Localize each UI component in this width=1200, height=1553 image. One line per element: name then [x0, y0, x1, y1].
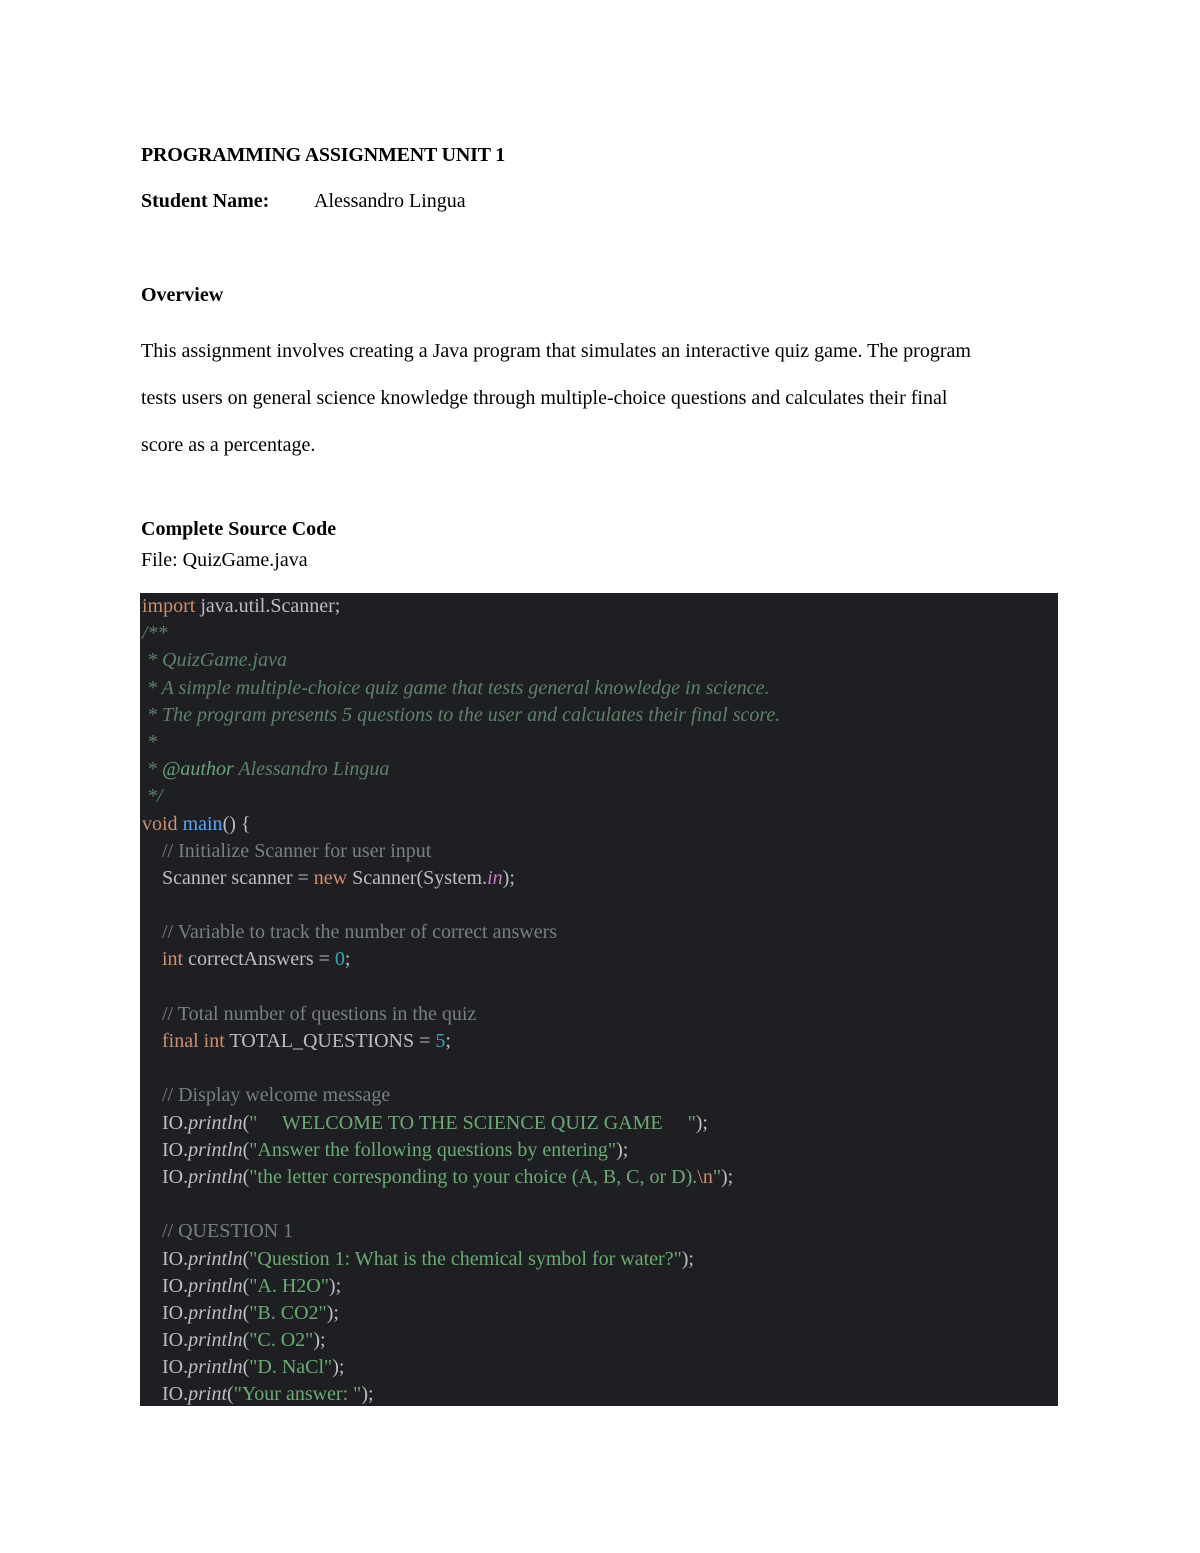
code-token: IO.: [142, 1383, 189, 1406]
code-line: [142, 838, 1058, 865]
code-token: in: [487, 866, 503, 889]
code-token: import: [142, 595, 196, 617]
source-code: [140, 593, 1058, 1406]
code-token: [142, 1220, 162, 1242]
code-token: println: [188, 1165, 243, 1188]
code-token: (: [242, 1111, 250, 1134]
overview-paragraph: This assignment involves creating a Java program that simulates an interactive quiz game. The program tests users on general science knowledge through multiple-choice questions and calculates their final score as a percentage.: [141, 340, 971, 456]
code-block: [140, 593, 1058, 1406]
code-token: // Display welcome message: [162, 1084, 391, 1107]
code-token: */: [142, 785, 163, 808]
code-token: (: [227, 1383, 234, 1406]
code-token: );: [616, 1138, 629, 1161]
code-line: [142, 946, 1058, 973]
code-line: [142, 729, 1058, 756]
code-token: // QUESTION 1: [162, 1220, 294, 1243]
code-line: [142, 865, 1058, 892]
code-line: [142, 1381, 1058, 1406]
code-line: [142, 675, 1058, 702]
code-token: [142, 1003, 162, 1025]
code-token: );: [313, 1329, 326, 1352]
code-line: [142, 1137, 1058, 1164]
code-token: "B. CO2": [249, 1301, 327, 1324]
code-token: "the letter corresponding to your choice (A, B, C, or D).: [249, 1165, 698, 1188]
code-token: [142, 1030, 162, 1052]
code-line: [142, 620, 1058, 647]
code-token: () {: [222, 812, 251, 835]
code-token: *: [142, 758, 162, 781]
code-token: println: [188, 1329, 243, 1352]
code-line: [142, 811, 1058, 838]
code-token: java.util.Scanner;: [195, 595, 341, 617]
code-token: *: [142, 730, 157, 753]
code-token: Scanner scanner =: [142, 866, 314, 889]
code-line: [142, 1300, 1058, 1327]
code-token: "C. O2": [249, 1329, 314, 1352]
code-line: [142, 1110, 1058, 1137]
code-token: IO.: [142, 1301, 189, 1324]
code-token: );: [332, 1356, 345, 1379]
code-token: IO.: [142, 1111, 189, 1134]
code-token: // Initialize Scanner for user input: [162, 839, 432, 862]
code-token: println: [188, 1301, 243, 1324]
code-token: final int: [162, 1030, 225, 1052]
code-token: 0: [334, 948, 345, 971]
overview-heading: Overview: [141, 284, 224, 306]
code-token: * The program presents 5 questions to the user and calculates their final score.: [142, 703, 781, 726]
code-token: (: [242, 1165, 250, 1188]
code-line: [142, 1028, 1058, 1055]
code-token: println: [188, 1138, 243, 1161]
code-line: [142, 1082, 1058, 1109]
file-name-label: File: QuizGame.java: [141, 549, 308, 571]
code-token: TOTAL_QUESTIONS =: [224, 1030, 436, 1052]
code-token: void: [142, 812, 178, 835]
code-line: [142, 1001, 1058, 1028]
code-token: // Variable to track the number of correct answers: [162, 921, 558, 944]
source-code-heading: Complete Source Code: [141, 518, 337, 540]
code-token: (: [242, 1329, 250, 1352]
code-token: (: [242, 1247, 250, 1270]
code-token: new: [313, 866, 348, 889]
code-token: "Your answer: ": [233, 1383, 362, 1406]
code-token: );: [502, 866, 515, 889]
code-token: [142, 948, 162, 970]
code-token: IO.: [142, 1247, 189, 1270]
code-token: IO.: [142, 1356, 189, 1379]
code-line: [142, 647, 1058, 674]
code-line: [142, 1246, 1058, 1273]
student-name-label: Student Name:: [141, 190, 270, 212]
code-token: correctAnswers =: [183, 948, 335, 971]
code-token: );: [328, 1274, 342, 1297]
code-token: ": [712, 1165, 722, 1188]
code-line: [142, 593, 1058, 620]
code-token: "Answer the following questions by entering": [249, 1138, 617, 1161]
code-line: [142, 919, 1058, 946]
code-token: (: [242, 1274, 250, 1297]
page-title: PROGRAMMING ASSIGNMENT UNIT 1: [141, 144, 506, 166]
code-line: [142, 1273, 1058, 1300]
code-token: IO.: [142, 1329, 189, 1352]
code-token: (: [242, 1301, 250, 1324]
code-token: IO.: [142, 1138, 189, 1161]
code-token: );: [681, 1247, 694, 1270]
code-token: );: [361, 1383, 374, 1406]
student-name-row: [141, 190, 466, 213]
code-token: " WELCOME TO THE SCIENCE QUIZ GAME ": [249, 1111, 696, 1134]
code-token: (: [242, 1138, 250, 1161]
code-token: println: [188, 1356, 243, 1379]
code-line: [142, 1218, 1058, 1245]
code-token: IO.: [142, 1165, 189, 1188]
code-line: [142, 892, 1058, 919]
code-token: (: [242, 1356, 250, 1379]
code-line: [142, 756, 1058, 783]
code-token: ;: [344, 948, 351, 971]
code-token: * QuizGame.java: [142, 649, 287, 672]
code-token: print: [188, 1383, 228, 1406]
code-token: /**: [142, 622, 168, 645]
code-line: [142, 974, 1058, 1001]
code-token: * A simple multiple-choice quiz game that tests general knowledge in science.: [142, 676, 770, 699]
code-token: );: [695, 1111, 708, 1134]
code-token: int: [162, 948, 184, 971]
code-token: ;: [445, 1030, 451, 1052]
code-token: "A. H2O": [249, 1274, 329, 1297]
code-token: println: [188, 1274, 243, 1297]
code-line: [142, 1055, 1058, 1082]
code-token: 5: [435, 1030, 446, 1052]
code-line: [142, 702, 1058, 729]
code-line: [142, 1191, 1058, 1218]
code-token: main: [182, 812, 223, 835]
code-token: );: [721, 1165, 734, 1188]
code-token: println: [188, 1111, 243, 1134]
code-line: [142, 783, 1058, 810]
code-token: [142, 921, 162, 943]
code-token: [142, 840, 162, 862]
code-line: [142, 1354, 1058, 1381]
code-token: \n: [697, 1165, 713, 1188]
code-line: [142, 1164, 1058, 1191]
code-token: );: [326, 1301, 339, 1324]
code-token: @author: [162, 758, 234, 781]
student-name-value: Alessandro Lingua: [314, 190, 466, 212]
code-token: "Question 1: What is the chemical symbol for water?": [249, 1247, 682, 1270]
code-token: [142, 1084, 162, 1106]
code-token: Scanner(System.: [347, 866, 488, 889]
code-token: // Total number of questions in the quiz: [162, 1002, 477, 1025]
code-token: println: [188, 1247, 243, 1270]
code-token: Alessandro Lingua: [233, 758, 390, 781]
code-token: IO.: [142, 1274, 189, 1297]
code-token: "D. NaCl": [249, 1356, 333, 1379]
code-line: [142, 1327, 1058, 1354]
